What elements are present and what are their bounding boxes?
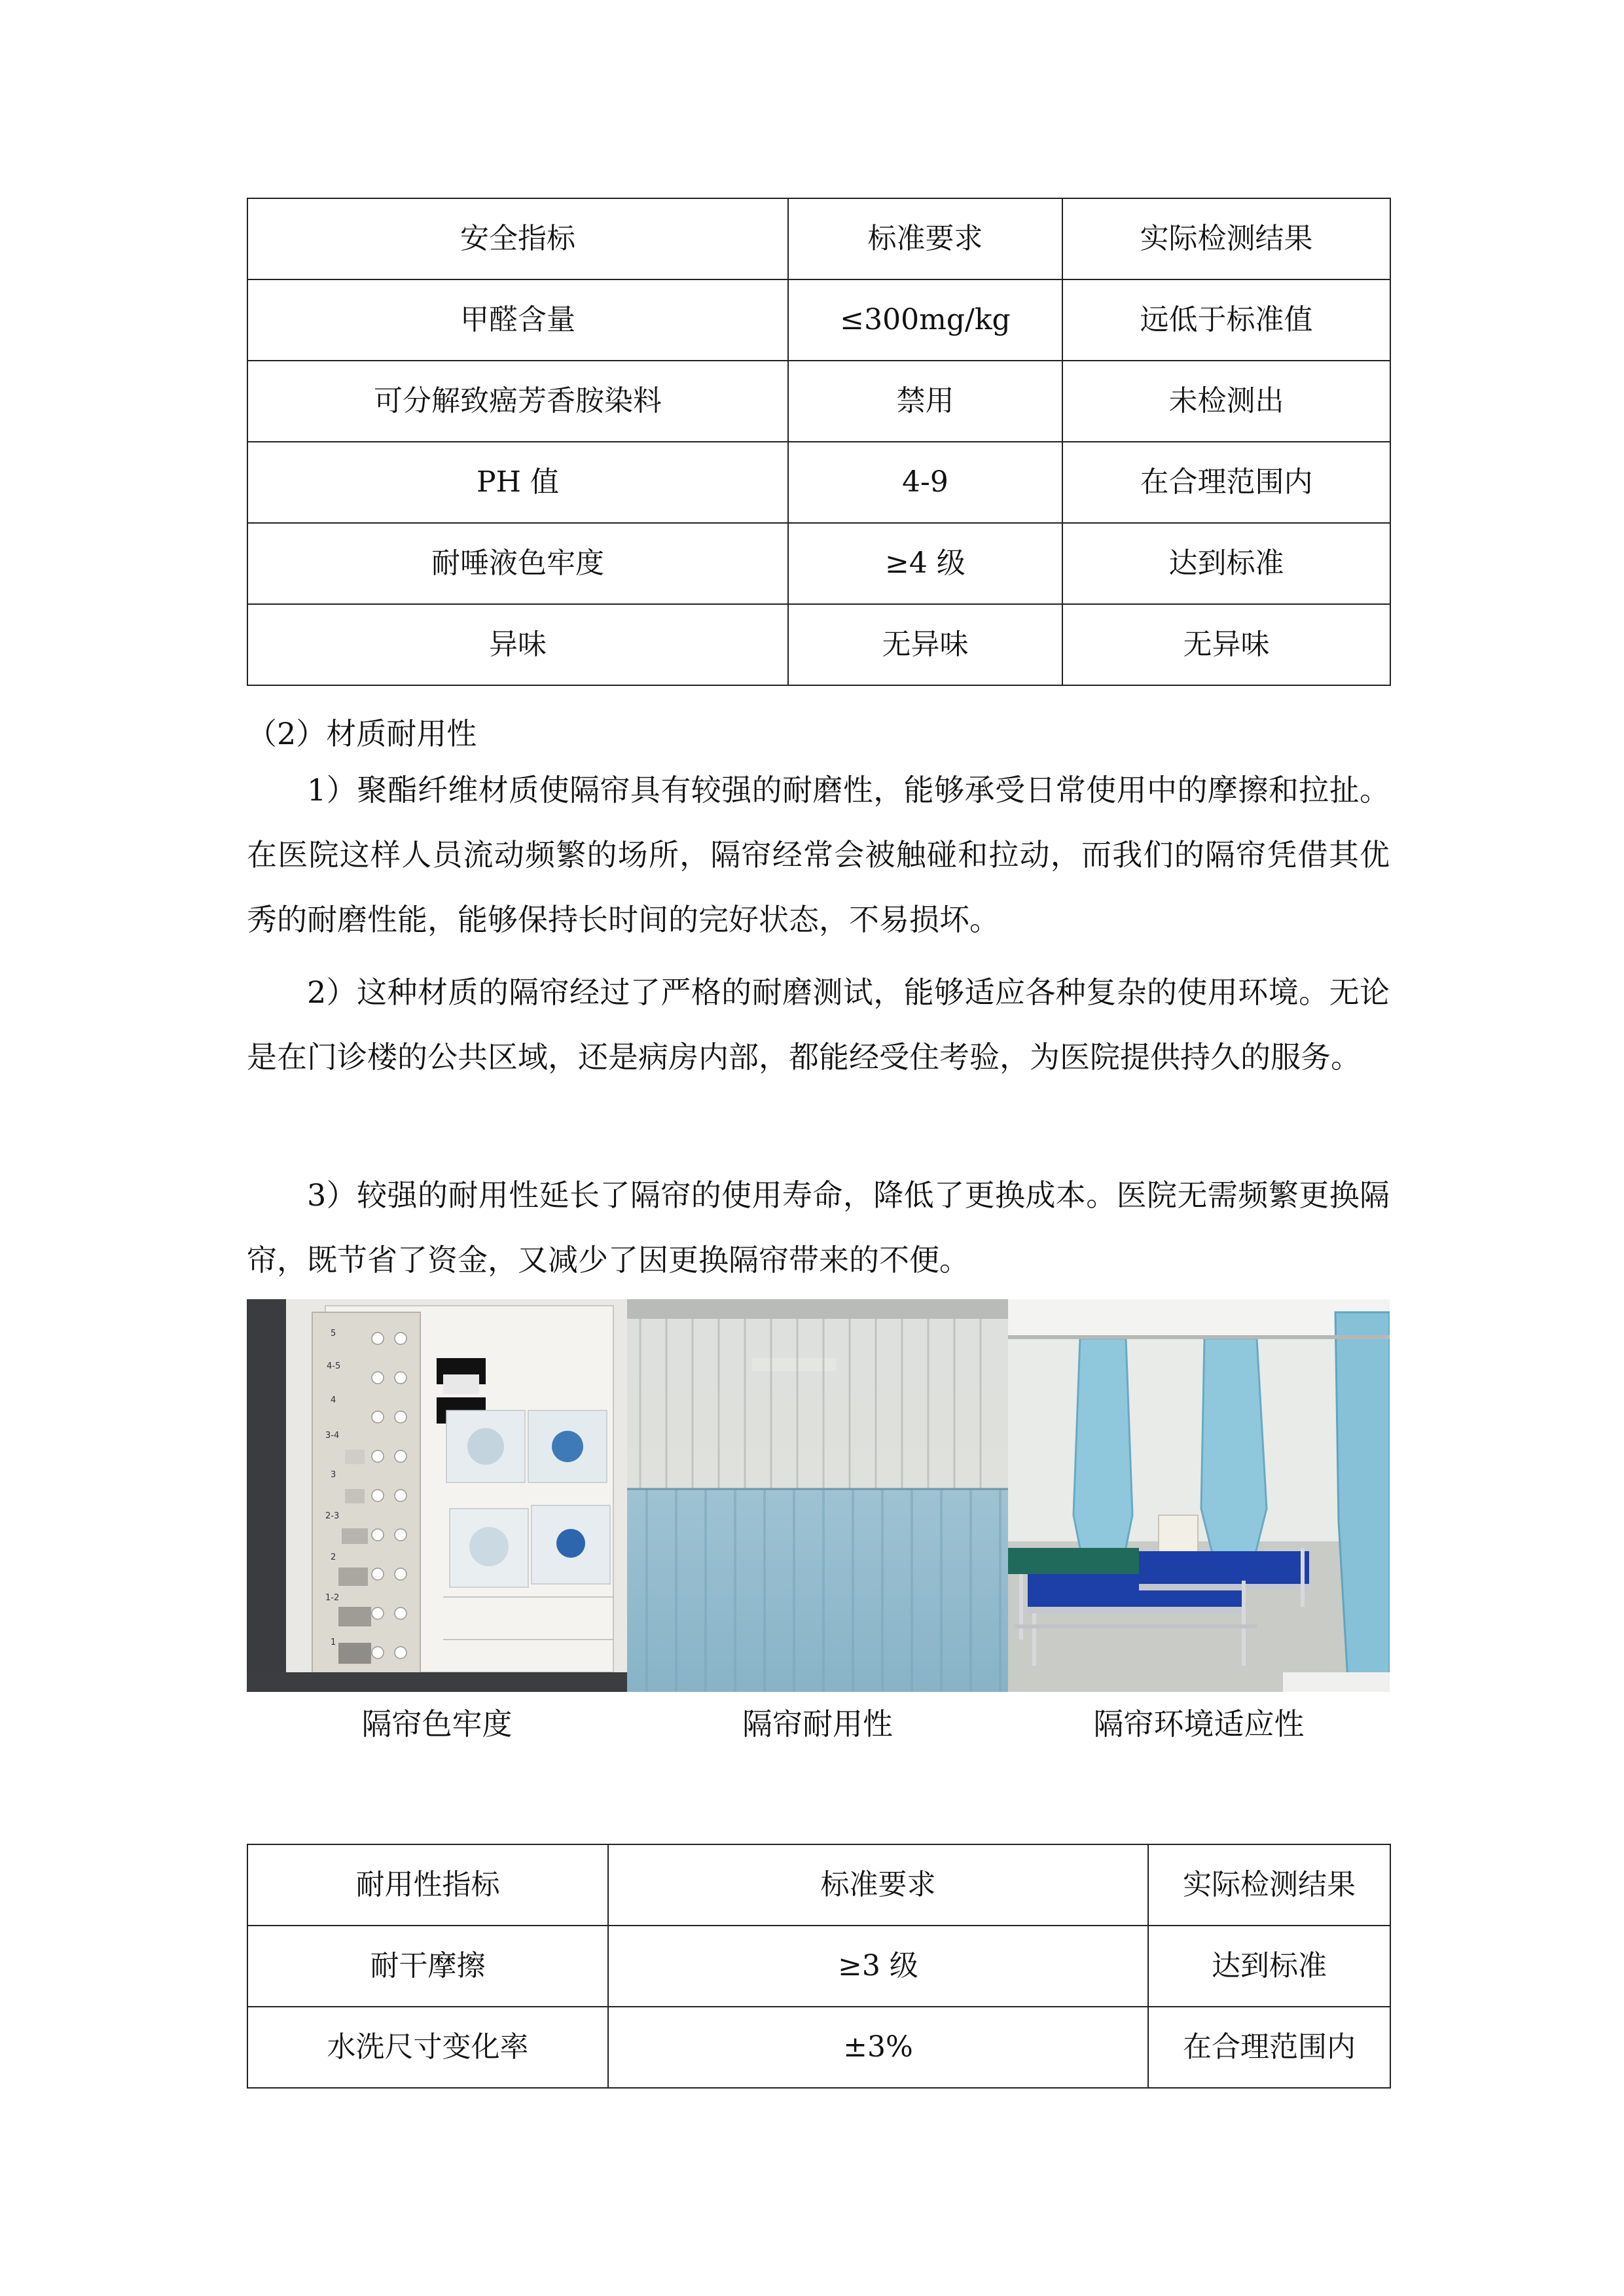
table-row (247, 604, 1390, 685)
header-cell: 安全指标 (247, 198, 788, 279)
paragraph: 2）这种材质的隔帘经过了严格的耐磨测试，能够适应各种复杂的使用环境。无论是在门诊楼的公共区域，还是病房内部，都能经受住考验，为医院提供持久的服务。 (247, 975, 1390, 1075)
table-cell: 达到标准 (1148, 1926, 1390, 2007)
table-cell: 达到标准 (1062, 523, 1390, 604)
paragraph: 1）聚酯纤维材质使隔帘具有较强的耐磨性，能够承受日常使用中的摩擦和拉扯。在医院这样人员流动频繁的场所，隔帘经常会被触碰和拉动，而我们的隔帘凭借其优秀的耐磨性能，能够保持长时间的完好状态，不易损坏。 (247, 772, 1390, 937)
table-cell: 无异味 (788, 604, 1062, 685)
grey-scale-label: 1 (331, 1638, 336, 1647)
color-fastness-image (247, 1299, 627, 1692)
grey-scale-label: 4-5 (327, 1361, 341, 1371)
table-cell: 耐唾液色牢度 (247, 523, 788, 604)
grey-scale-label: 2 (331, 1552, 336, 1562)
header-cell: 标准要求 (608, 1844, 1148, 1926)
safety-table (247, 198, 1391, 686)
table-row (247, 442, 1390, 523)
ward-environment-image (1008, 1299, 1390, 1692)
ward-environment-photo (1008, 1299, 1390, 1692)
color-fastness-photo (247, 1299, 627, 1692)
table-row (247, 523, 1390, 604)
table-cell: 禁用 (788, 361, 1062, 442)
header-cell: 标准要求 (788, 198, 1062, 279)
header-cell: 实际检测结果 (1148, 1844, 1390, 1926)
table-cell: PH 值 (247, 442, 788, 523)
table-header-row (247, 1844, 1390, 1926)
figure-caption: 隔帘耐用性 (742, 1706, 893, 1742)
figure-caption: 隔帘色牢度 (361, 1706, 513, 1742)
table-cell: 远低于标准值 (1062, 279, 1390, 361)
durability-table (247, 1844, 1391, 2089)
table-header-row (247, 198, 1390, 279)
table-cell: 无异味 (1062, 604, 1390, 685)
table-cell: 异味 (247, 604, 788, 685)
paragraph: 3）较强的耐用性延长了隔帘的使用寿命，降低了更换成本。医院无需频繁更换隔帘，既节省了资金，又减少了因更换隔帘带来的不便。 (247, 1177, 1390, 1278)
curtain-durability-image (627, 1299, 1008, 1692)
header-cell: 耐用性指标 (247, 1844, 608, 1926)
table-cell: ≥4 级 (788, 523, 1062, 604)
table-cell: 甲醛含量 (247, 279, 788, 361)
section-heading: （2）材质耐用性 (247, 716, 477, 751)
table-row (247, 1926, 1390, 2007)
table-cell: 4-9 (788, 442, 1062, 523)
table-cell: 可分解致癌芳香胺染料 (247, 361, 788, 442)
table-row (247, 361, 1390, 442)
table-row (247, 2007, 1390, 2088)
table-cell: 在合理范围内 (1148, 2007, 1390, 2088)
table-cell: 在合理范围内 (1062, 442, 1390, 523)
grey-scale-label: 3 (331, 1470, 336, 1480)
grey-scale-label: 2-3 (325, 1511, 340, 1521)
table-cell: ≤300mg/kg (788, 279, 1062, 361)
table-cell: 水洗尺寸变化率 (247, 2007, 608, 2088)
curtain-durability-photo (627, 1299, 1008, 1692)
table-cell: 耐干摩擦 (247, 1926, 608, 2007)
figure-caption: 隔帘环境适应性 (1093, 1706, 1305, 1742)
table-cell: 未检测出 (1062, 361, 1390, 442)
grey-scale-label: 3-4 (325, 1431, 340, 1441)
grey-scale-label: 1-2 (325, 1593, 340, 1603)
table-row (247, 279, 1390, 361)
table-cell: ≥3 级 (608, 1926, 1148, 2007)
grey-scale-label: 5 (331, 1329, 336, 1338)
table-cell: ±3% (608, 2007, 1148, 2088)
grey-scale-label: 4 (331, 1395, 336, 1405)
header-cell: 实际检测结果 (1062, 198, 1390, 279)
